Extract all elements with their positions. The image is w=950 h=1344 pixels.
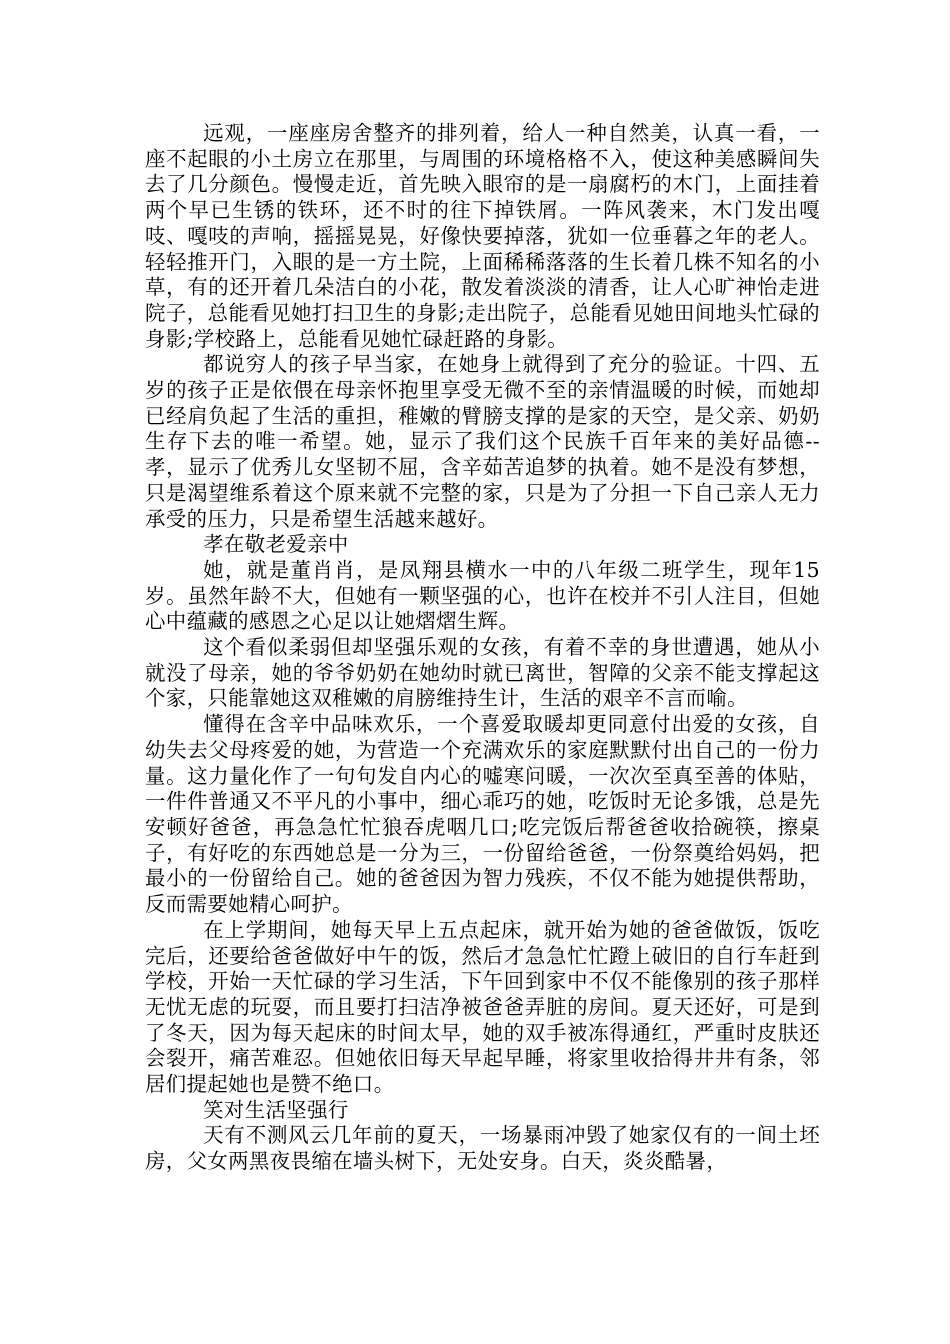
section-heading-filial-piety: 孝在敬老爱亲中 — [203, 532, 349, 557]
paragraph-misfortune: 这个看似柔弱但却坚强乐观的女孩，有着不幸的身世遭遇，她从小就没了母亲，她的爷爷奶奶在她幼时就已离世，智障的父亲不能支撑起这个家，只能靠她这双稚嫩的肩膀维持生计，生活的艰辛不言而喻。 — [145, 635, 820, 711]
section-heading-smile-at-life: 笑对生活坚强行 — [203, 1097, 349, 1122]
paragraph-storm: 天有不测风云几年前的夏天，一场暴雨冲毁了她家仅有的一间土坯房，父女两黑夜畏缩在墙头树下，无处安身。白天，炎炎酷暑， — [145, 1123, 820, 1174]
paragraph-caring-father: 懂得在含辛中品味欢乐，一个喜爱取暖却更同意付出爱的女孩，自幼失去父母疼爱的她，为营造一个充满欢乐的家庭默默付出自己的一份力量。这力量化作了一句句发自内心的嘘寒问暖，一次次至真至善的体贴，一件件普通又不平凡的小事中，细心乖巧的她，吃饭时无论多饿，总是先安顿好爸爸，再急急忙忙狼吞虎咽几口;吃完饭后帮爸爸收拾碗筷，擦桌子，有好吃的东西她总是一分为三，一份留给爸爸，一份祭奠给妈妈，把最小的一份留给自己。她的爸爸因为智力残疾，不仅不能为她提供帮助，反而需要她精心呵护。 — [145, 712, 820, 917]
paragraph-introduction-dong: 她，就是董肖肖，是凤翔县横水一中的八年级二班学生，现年15岁。虽然年龄不大，但她有一颗坚强的心，也许在校并不引人注目，但她心中蕴藏的感恩之心足以让她熠熠生辉。 — [145, 557, 820, 634]
paragraph-poor-children: 都说穷人的孩子早当家，在她身上就得到了充分的验证。十四、五岁的孩子正是依偎在母亲怀抱里享受无微不至的亲情温暖的时候，而她却已经肩负起了生活的重担，稚嫩的臂膀支撑的是家的天空，是父亲、奶奶生存下去的唯一希望。她，显示了我们这个民族千百年来的美好品德--孝，显示了优秀儿女坚韧不屈，含辛茹苦追梦的执着。她不是没有梦想，只是渴望维系着这个原来就不完整的家，只是为了分担一下自己亲人无力承受的压力，只是希望生活越来越好。 — [145, 352, 820, 531]
document-page — [145, 121, 820, 1175]
paragraph-intro-view: 远观，一座座房舍整齐的排列着，给人一种自然美，认真一看，一座不起眼的小土房立在那里，与周围的环境格格不入，使这种美感瞬间失去了几分颜色。慢慢走近，首先映入眼帘的是一扇腐朽的木门，上面挂着两个早已生锈的铁环，还不时的往下掉铁屑。一阵风袭来，木门发出嘎吱、嘎吱的声响，摇摇晃晃，好像快要掉落，犹如一位垂暮之年的老人。轻轻推开门，入眼的是一方土院，上面稀稀落落的生长着几株不知名的小草，有的还开着几朵洁白的小花，散发着淡淡的清香，让人心旷神怡走进院子，总能看见她打扫卫生的身影;走出院子，总能看见她田间地头忙碌的身影;学校路上，总能看见她忙碌赶路的身影。 — [145, 121, 820, 351]
paragraph-school-days: 在上学期间，她每天早上五点起床，就开始为她的爸爸做饭，饭吃完后，还要给爸爸做好中午的饭，然后才急急忙忙蹬上破旧的自行车赶到学校，开始一天忙碌的学习生活，下午回到家中不仅不能像别的孩子那样无忧无虑的玩耍，而且要打扫洁净被爸爸弄脏的房间。夏天还好，可是到了冬天，因为每天起床的时间太早，她的双手被冻得通红，严重时皮肤还会裂开，痛苦难忍。但她依旧每天早起早睡，将家里收拾得井井有条，邻居们提起她也是赞不绝口。 — [145, 917, 820, 1097]
